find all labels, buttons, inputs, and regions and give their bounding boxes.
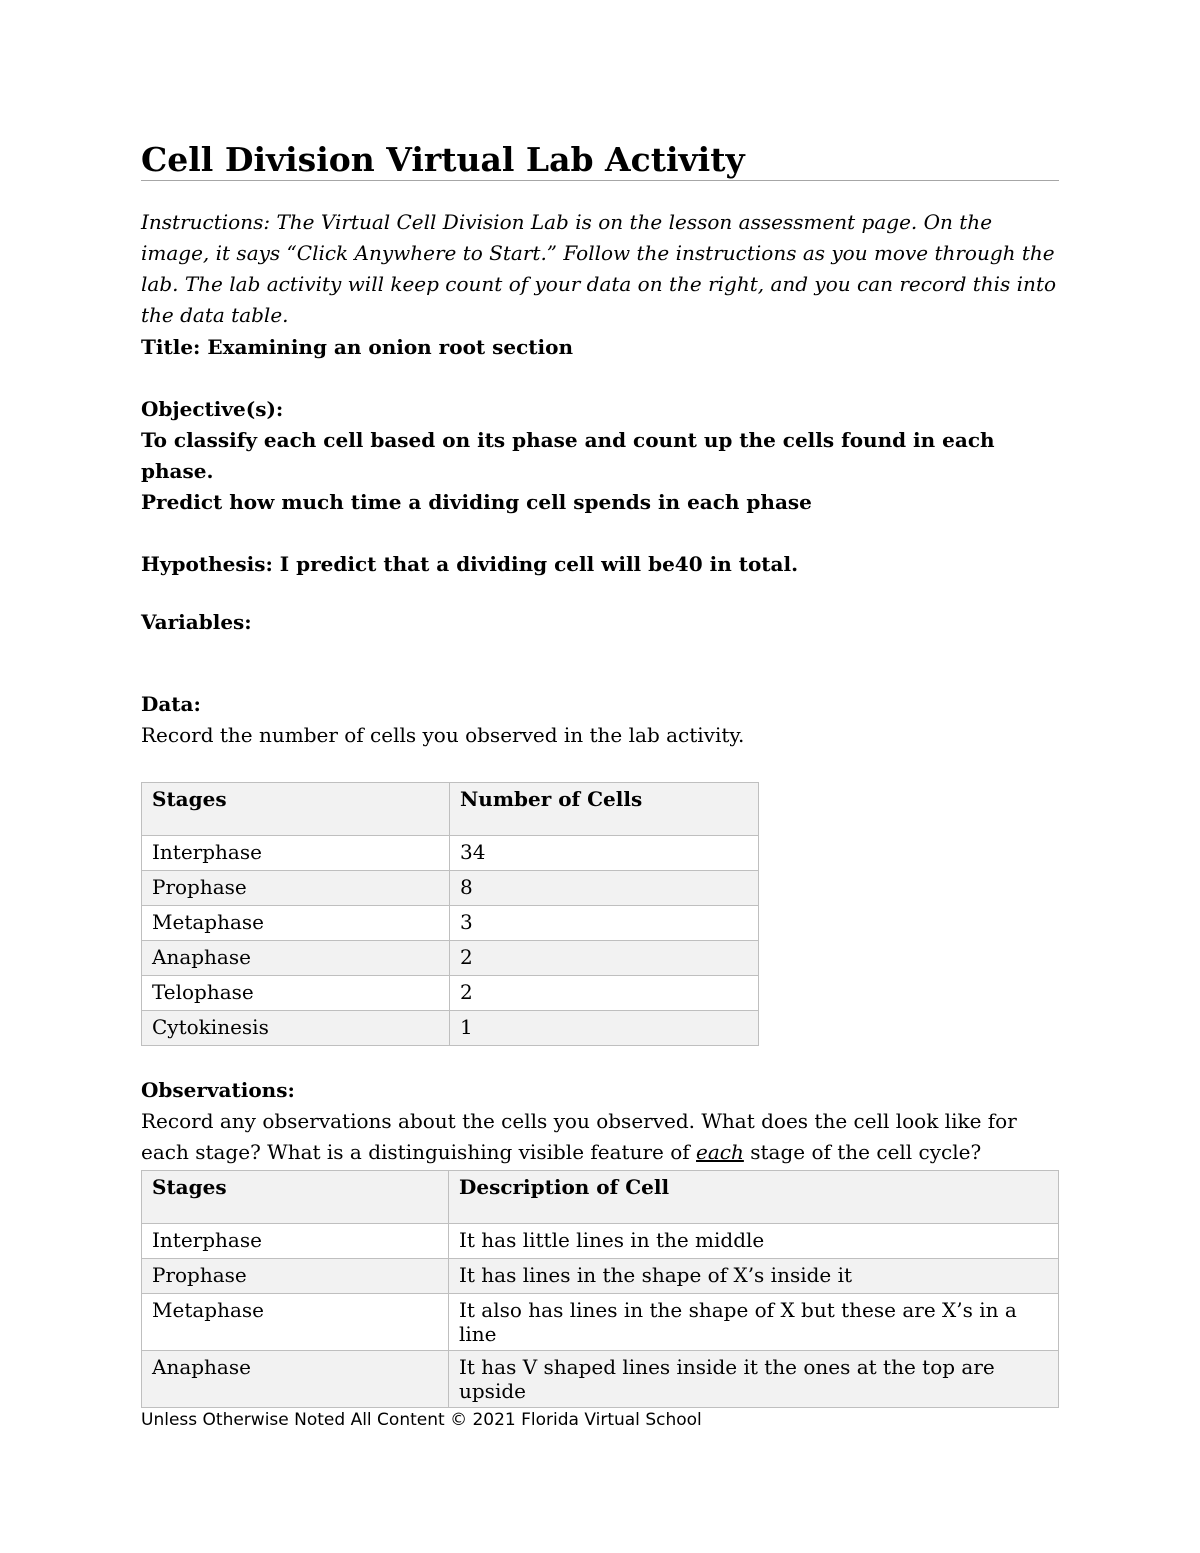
- instructions-text: Instructions: The Virtual Cell Division Lab is on the lesson assessment page. On the image, it says “Click Anywhere to Start.” Follow the instructions as you move through the lab. The lab activity will keep count of your data on the right, and you can record this into the data table.: [141, 210, 1057, 327]
- table-cell: 2: [450, 941, 759, 976]
- observations-label: Observations:: [141, 1078, 295, 1102]
- table-row: [142, 1351, 1059, 1408]
- table-cell: Prophase: [142, 1259, 449, 1294]
- table-row: [142, 1011, 759, 1046]
- table-cell: 34: [450, 836, 759, 871]
- observations-instructions: [141, 1106, 1059, 1168]
- table-cell: Anaphase: [142, 1351, 449, 1408]
- table-row: [142, 941, 759, 976]
- observations-instructions-tail: stage of the cell cycle?: [743, 1140, 982, 1164]
- footer-copyright: Unless Otherwise Noted All Content © 2021 Florida Virtual School: [141, 1410, 702, 1430]
- table-cell: Metaphase: [142, 1294, 449, 1351]
- table-cell: Prophase: [142, 871, 450, 906]
- table-header-cell: Description of Cell: [449, 1171, 1059, 1224]
- table-cell: It also has lines in the shape of X but these are X’s in a line: [449, 1294, 1059, 1351]
- observations-emphasis: each: [696, 1140, 744, 1164]
- table-header-row: [142, 1171, 1059, 1224]
- table-row: [142, 976, 759, 1011]
- table-cell: Interphase: [142, 836, 450, 871]
- data-table: [141, 782, 759, 1046]
- table-cell: Metaphase: [142, 906, 450, 941]
- table-row: [142, 871, 759, 906]
- table-header-cell: Stages: [142, 1171, 449, 1224]
- table-cell: 2: [450, 976, 759, 1011]
- table-row: [142, 1294, 1059, 1351]
- table-cell: Anaphase: [142, 941, 450, 976]
- table-header-row: [142, 783, 759, 836]
- objectives-label: Objective(s):: [141, 397, 284, 421]
- table-cell: It has little lines in the middle: [449, 1224, 1059, 1259]
- table-cell: Telophase: [142, 976, 450, 1011]
- observations-instructions-text: Record any observations about the cells you observed. What does the cell look like for each stage? What is a distinguishing visible feature of: [141, 1109, 1017, 1164]
- table-cell: 8: [450, 871, 759, 906]
- data-instructions: Record the number of cells you observed in the lab activity.: [141, 723, 745, 747]
- table-row: [142, 906, 759, 941]
- hypothesis: Hypothesis: I predict that a dividing cell will be40 in total.: [141, 552, 799, 576]
- table-cell: 1: [450, 1011, 759, 1046]
- objective-2: Predict how much time a dividing cell spends in each phase: [141, 490, 812, 514]
- table-row: [142, 1259, 1059, 1294]
- table-cell: Cytokinesis: [142, 1011, 450, 1046]
- variables-label: Variables:: [141, 610, 252, 634]
- lab-title: Title: Examining an onion root section: [141, 335, 573, 359]
- table-header-cell: Number of Cells: [450, 783, 759, 836]
- page-title: Cell Division Virtual Lab Activity: [141, 140, 1059, 181]
- table-cell: It has V shaped lines inside it the ones at the top are upside: [449, 1351, 1059, 1408]
- objective-1: To classify each cell based on its phase and count up the cells found in each phase.: [141, 428, 995, 483]
- data-label: Data:: [141, 692, 201, 716]
- table-cell: 3: [450, 906, 759, 941]
- table-cell: It has lines in the shape of X’s inside it: [449, 1259, 1059, 1294]
- table-header-cell: Stages: [142, 783, 450, 836]
- table-row: [142, 1224, 1059, 1259]
- observations-table: [141, 1170, 1059, 1408]
- table-cell: Interphase: [142, 1224, 449, 1259]
- table-row: [142, 836, 759, 871]
